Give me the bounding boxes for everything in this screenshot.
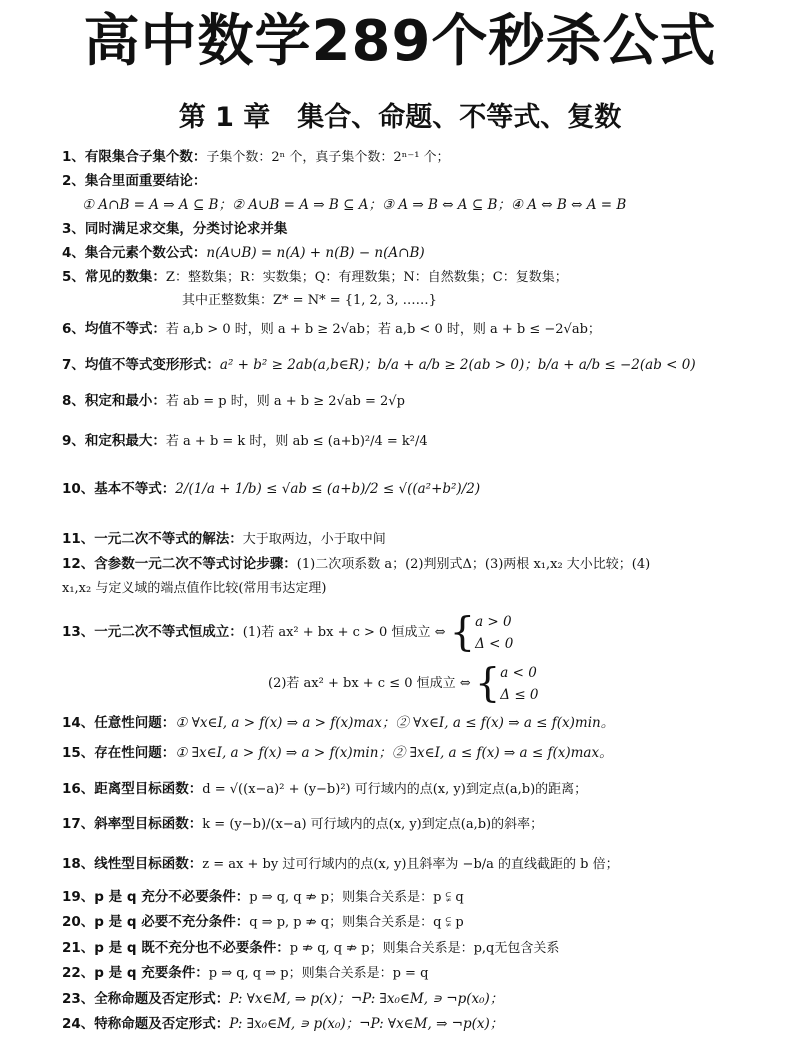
chapter-heading: 第 1 章 集合、命题、不等式、复数 (178, 102, 622, 133)
item-text: q ⇒ p, p ⇏ q；则集合关系是：q ⫋ p (249, 915, 464, 930)
item-label: 有限集合子集个数： (84, 149, 207, 165)
left-brace-icon: { (474, 660, 501, 707)
item-text: a² + b² ≥ 2ab(a,b∈R)；b/a + a/b ≥ 2(ab > 0)；b/a + a/b ≤ −2(ab < 0) (219, 357, 696, 373)
item-label: p 是 q 既不充分也不必要条件： (94, 940, 290, 956)
item-label: 均值不等式变形形式： (84, 357, 220, 373)
item-text: ① ∀x∈I, a > f(x) ⇒ a > f(x)max；② ∀x∈I, a ≤ f(x) ⇒ a ≤ f(x)min。 (175, 715, 615, 731)
formula-item-11 (62, 530, 782, 549)
item-text: ① ∃x∈I, a > f(x) ⇒ a > f(x)min；② ∃x∈I, a ≤ f(x) ⇒ a ≤ f(x)max。 (175, 745, 613, 761)
formula-item-8 (62, 392, 782, 411)
formula-item-2-detail (82, 196, 626, 215)
item-text: (1)若 ax² + bx + c > 0 恒成立 ⇔ (242, 625, 446, 640)
item-number: 4、 (62, 245, 85, 261)
formula-item-16 (62, 780, 782, 799)
case-condition: Δ < 0 (475, 635, 514, 652)
formula-item-20 (62, 913, 782, 932)
item-number: 23、 (62, 991, 95, 1007)
item-text: p ⇏ q, q ⇏ p；则集合关系是：p,q无包含关系 (289, 941, 560, 956)
item-label: 全称命题及否定形式： (94, 991, 230, 1007)
item-text: P: ∀x∈M, ⇒ p(x)；¬P: ∃x₀∈M, ∍ ¬p(x₀)； (229, 991, 504, 1007)
formula-item-14 (62, 714, 782, 733)
formula-item-5 (62, 268, 782, 287)
item-number: 11、 (62, 531, 95, 547)
formula-item-18 (62, 855, 782, 874)
item-text: (1)二次项系数 a；(2)判别式Δ；(3)两根 x₁,x₂ 大小比较；(4) (296, 557, 651, 572)
item-text: n(A∪B) = n(A) + n(B) − n(A∩B) (206, 245, 425, 261)
item-label: 含参数一元二次不等式讨论步骤： (94, 556, 297, 572)
left-brace-icon: { (449, 609, 476, 656)
item-number: 3、 (62, 221, 85, 237)
item-number: 6、 (62, 321, 85, 337)
item-text: 若 a,b > 0 时，则 a + b ≥ 2√ab；若 a,b < 0 时，则 a + b ≤ −2√ab； (165, 322, 601, 337)
item-label: 存在性问题： (94, 745, 176, 761)
formula-item-17 (62, 815, 782, 834)
item-text: (2)若 ax² + bx + c ≤ 0 恒成立 ⇔ (268, 676, 471, 691)
item-number: 17、 (62, 816, 95, 832)
item-number: 22、 (62, 965, 95, 981)
item-number: 2、 (62, 173, 85, 189)
item-label: 和定积最大： (84, 433, 166, 449)
item-label: 同时满足求交集，分类讨论求并集 (84, 221, 288, 237)
item-label: 距离型目标函数： (94, 781, 203, 797)
formula-item-9 (62, 432, 782, 451)
item-label: 常见的数集： (84, 269, 166, 285)
item-number: 5、 (62, 269, 85, 285)
item-text: 子集个数：2ⁿ 个，真子集个数：2ⁿ⁻¹ 个； (206, 150, 450, 165)
case-list (475, 611, 513, 655)
item-text: p ⇒ q, q ⇏ p；则集合关系是：p ⫋ q (249, 890, 464, 905)
formula-item-21 (62, 939, 782, 958)
item-label: 一元二次不等式的解法： (94, 531, 243, 547)
item-text: 其中正整数集：Z* = N* = {1, 2, 3, ……} (182, 293, 437, 308)
item-number: 20、 (62, 914, 95, 930)
item-text: z = ax + by 过可行域内的点(x, y)且斜率为 −b/a 的直线截距的 b 倍； (202, 857, 619, 872)
item-label: 集合里面重要结论： (84, 173, 207, 189)
formula-item-12 (62, 555, 782, 574)
item-number: 10、 (62, 481, 95, 497)
item-number: 15、 (62, 745, 95, 761)
formula-item-23 (62, 990, 782, 1009)
item-label: p 是 q 充分不必要条件： (94, 889, 250, 905)
item-text: P: ∃x₀∈M, ∍ p(x₀)；¬P: ∀x∈M, ⇒ ¬p(x)； (229, 1016, 504, 1032)
item-label: 线性型目标函数： (94, 856, 203, 872)
item-number: 1、 (62, 149, 85, 165)
item-text: d = √((x−a)² + (y−b)²) 可行域内的点(x, y)到定点(a,b)的距离； (202, 782, 588, 797)
formula-item-13 (62, 608, 782, 656)
item-text: Z：整数集；R：实数集；Q：有理数集；N：自然数集；C：复数集； (165, 270, 568, 285)
item-number: 12、 (62, 556, 95, 572)
item-number: 13、 (62, 624, 95, 640)
item-label: 均值不等式： (84, 321, 166, 337)
formula-item-5-detail (182, 292, 437, 310)
item-text: ① A∩B = A ⇒ A ⊆ B；② A∪B = A ⇒ B ⊆ A；③ A ⇒ B ⇔ A ⊆ B；④ A ⇔ B ⇔ A = B (82, 197, 627, 213)
formula-item-19 (62, 888, 782, 907)
formula-item-12-detail (62, 580, 327, 598)
item-number: 14、 (62, 715, 95, 731)
item-number: 24、 (62, 1016, 95, 1032)
formula-item-22 (62, 964, 782, 983)
item-label: p 是 q 必要不充分条件： (94, 914, 250, 930)
item-number: 9、 (62, 433, 85, 449)
formula-item-13-detail (268, 660, 539, 708)
item-label: 特称命题及否定形式： (94, 1016, 230, 1032)
item-text: k = (y−b)/(x−a) 可行域内的点(x, y)到定点(a,b)的斜率； (202, 817, 544, 832)
item-label: p 是 q 充要条件： (94, 965, 209, 981)
item-number: 19、 (62, 889, 95, 905)
case-condition: Δ ≤ 0 (500, 686, 539, 703)
item-text: 若 ab = p 时，则 a + b ≥ 2√ab = 2√p (165, 394, 405, 409)
case-condition: a < 0 (500, 664, 537, 681)
item-text: p ⇒ q, q ⇒ p；则集合关系是：p = q (208, 966, 429, 981)
item-number: 18、 (62, 856, 95, 872)
item-label: 集合元素个数公式： (84, 245, 207, 261)
formula-item-15 (62, 744, 782, 763)
item-text: 大于取两边，小于取中间 (242, 532, 386, 547)
item-number: 21、 (62, 940, 95, 956)
formula-item-6 (62, 320, 782, 339)
item-number: 8、 (62, 393, 85, 409)
formula-item-10 (62, 480, 782, 499)
page-title: 高中数学289个秒杀公式 (83, 9, 717, 74)
item-text: 2/(1/a + 1/b) ≤ √ab ≤ (a+b)/2 ≤ √((a²+b²)/2) (175, 481, 481, 497)
case-list (500, 662, 538, 706)
item-label: 基本不等式： (94, 481, 176, 497)
formula-item-3 (62, 220, 782, 239)
case-condition: a > 0 (475, 613, 512, 630)
formula-item-1 (62, 148, 782, 167)
item-text: 若 a + b = k 时，则 ab ≤ (a+b)²/4 = k²/4 (165, 434, 428, 449)
item-number: 7、 (62, 357, 85, 373)
item-label: 任意性问题： (94, 715, 176, 731)
item-label: 一元二次不等式恒成立： (94, 624, 243, 640)
formula-item-7 (62, 356, 782, 375)
formula-item-4 (62, 244, 782, 263)
item-text: x₁,x₂ 与定义域的端点值作比较(常用韦达定理) (62, 581, 327, 596)
item-label: 斜率型目标函数： (94, 816, 203, 832)
formula-item-2 (62, 172, 782, 191)
item-number: 16、 (62, 781, 95, 797)
item-label: 积定和最小： (84, 393, 166, 409)
formula-item-24 (62, 1015, 782, 1034)
